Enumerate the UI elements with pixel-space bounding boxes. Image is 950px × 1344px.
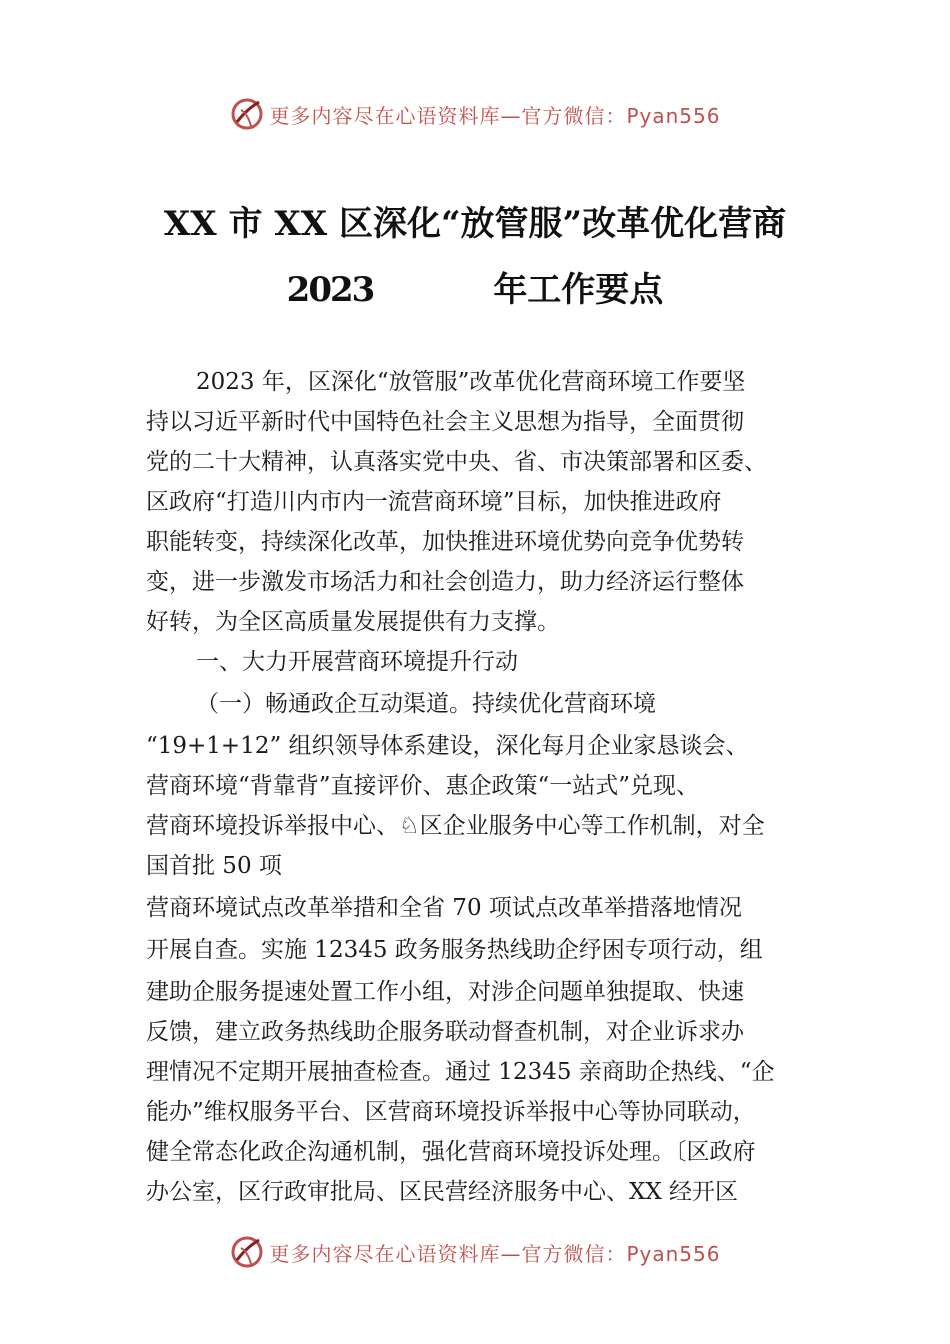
paragraph-line: 开展自查。实施 12345 政务服务热线助企纾困专项行动，组 [146, 937, 763, 963]
paragraph-line: 健全常态化政企沟通机制，强化营商环境投诉处理。〔区政府 [146, 1139, 756, 1165]
paragraph-line: 职能转变，持续深化改革，加快推进环境优势向竞争优势转 [146, 529, 744, 555]
paragraph-line: 变，进一步激发市场活力和社会创造力，助力经济运行整体 [146, 569, 744, 595]
paragraph-line: 党的二十大精神，认真落实党中央、省、市决策部署和区委、 [146, 449, 767, 475]
watermark-text: 更多内容尽在心语资料库—官方微信：Pyan556 [269, 1241, 721, 1266]
paragraph-line: 办公室，区行政审批局、区民营经济服务中心、XX 经开区 [146, 1179, 739, 1205]
paragraph-line: 营商环境投诉举报中心、♘区企业服务中心等工作机制，对全 [146, 813, 765, 839]
paragraph-line: 能办”维权服务平台、区营商环境投诉举报中心等协同联动， [146, 1099, 756, 1125]
paragraph-line: “19+1+12” 组织领导体系建设，深化每月企业家恳谈会、 [146, 733, 749, 759]
paragraph-line: 2023 年，区深化“放管服”改革优化营商环境工作要坚 [196, 369, 746, 395]
paragraph-line: 持以习近平新时代中国特色社会主义思想为指导，全面贯彻 [146, 409, 744, 435]
paragraph-line: 好转，为全区高质量发展提供有力支撑。 [146, 609, 560, 635]
title-suffix: 年工作要点 [493, 270, 664, 310]
subsection-heading: （一）畅通政企互动渠道。持续优化营商环境 [196, 691, 656, 717]
ink-brush-logo-icon [229, 1234, 265, 1270]
title-year: 2023 [286, 270, 374, 310]
footer-watermark-banner [0, 1232, 950, 1272]
watermark-text: 更多内容尽在心语资料库—官方微信：Pyan556 [269, 103, 721, 128]
section-heading: 一、大力开展营商环境提升行动 [196, 649, 518, 675]
paragraph-line: 区政府“打造川内市内一流营商环境”目标，加快推进政府 [146, 489, 722, 515]
paragraph-line: 建助企服务提速处置工作小组，对涉企问题单独提取、快速 [146, 979, 744, 1005]
document-title-line-1: XX 市 XX 区深化“放管服”改革优化营商 [163, 204, 787, 244]
ink-brush-logo-icon [229, 96, 265, 132]
paragraph-line: 反馈，建立政务热线助企服务联动督查机制，对企业诉求办 [146, 1019, 744, 1045]
paragraph-line: 国首批 50 项 [146, 853, 282, 879]
document-title-line-2 [0, 262, 950, 311]
paragraph-line: 理情况不定期开展抽查检查。通过 12345 亲商助企热线、“企 [146, 1059, 775, 1085]
header-watermark-banner [0, 94, 950, 134]
paragraph-line: 营商环境“背靠背”直接评价、惠企政策“一站式”兑现、 [146, 773, 700, 799]
paragraph-line: 营商环境试点改革举措和全省 70 项试点改革举措落地情况 [146, 895, 742, 921]
